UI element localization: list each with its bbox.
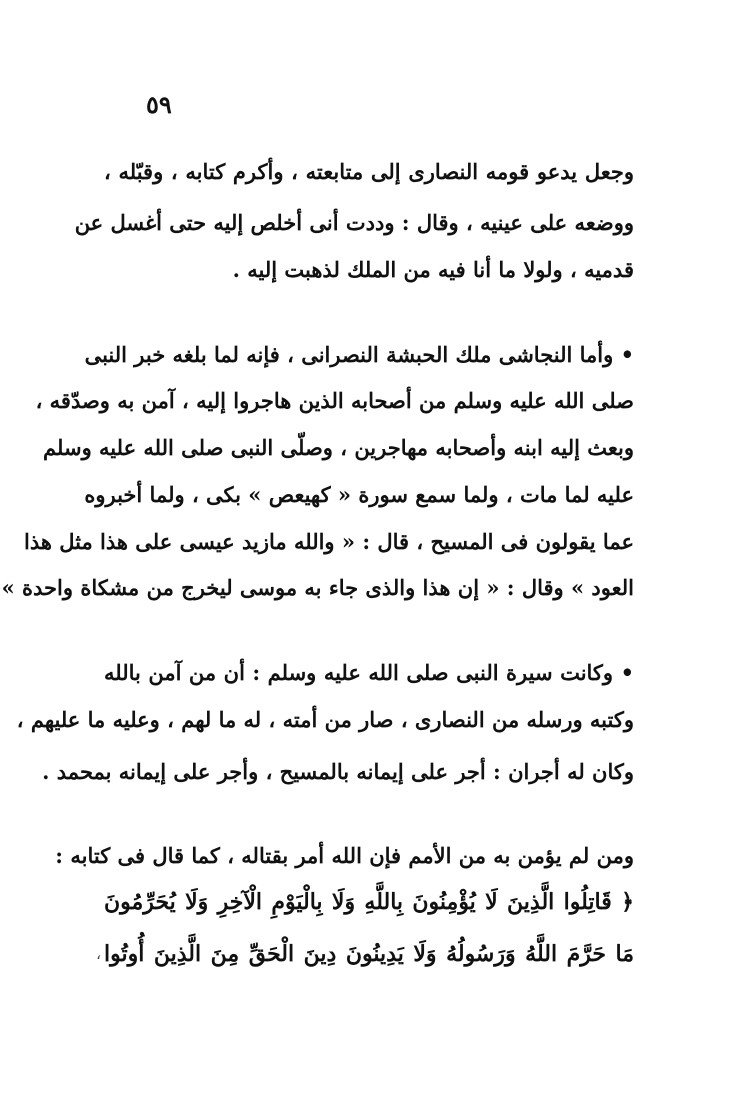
text-line: صلى الله عليه وسلم من أصحابه الذين هاجروا إليه ، آمن به وصدّقه ،	[35, 388, 634, 413]
text-line: وكتبه ورسله من النصارى ، صار من أمته ، له ما لهم ، وعليه ما عليهم ،	[16, 707, 634, 732]
text-line: قدميه ، ولولا ما أنا فيه من الملك لذهبت إليه .	[232, 257, 634, 282]
scan-mark: ‘	[96, 952, 102, 971]
text-line: ومن لم يؤمن به من الأمم فإن الله أمر بقتاله ، كما قال فى كتابه :	[55, 843, 634, 868]
quran-verse-line: ﴿ قَاتِلُوا الَّذِينَ لَا يُؤْمِنُونَ بِاللَّهِ وَلَا بِالْيَوْمِ الْآخِرِ وَلَا يُحَرِّمُونَ	[104, 889, 634, 915]
text-line: وكان له أجران : أجر على إيمانه بالمسيح ، وأجر على إيمانه بمحمد .	[42, 759, 634, 784]
text-line: • وكانت سيرة النبى صلى الله عليه وسلم : أن من آمن بالله	[104, 660, 634, 685]
page-number: ٥٩	[146, 90, 172, 119]
text-line: ووضعه على عينيه ، وقال : وددت أنى أخلص إليه حتى أغسل عن	[74, 210, 634, 235]
text-line: العود » وقال : « إن هذا والذى جاء به موسى ليخرج من مشكاة واحدة »	[1, 575, 634, 600]
text-line: وجعل يدعو قومه النصارى إلى متابعته ، وأكرم كتابه ، وقبّله ،	[104, 159, 634, 184]
text-line: وبعث إليه ابنه وأصحابه مهاجرين ، وصلّى النبى صلى الله عليه وسلم	[43, 435, 634, 460]
quran-verse-line: مَا حَرَّمَ اللَّهُ وَرَسُولُهُ وَلَا يَدِينُونَ دِينَ الْحَقِّ مِنَ الَّذِينَ أُوتُوا	[104, 941, 634, 967]
text-line: • وأما النجاشى ملك الحبشة النصرانى ، فإنه لما بلغه خبر النبى	[84, 342, 634, 367]
text-line: عليه لما مات ، ولما سمع سورة « كهيعص » بكى ، ولما أخبروه	[84, 482, 634, 507]
text-line: عما يقولون فى المسيح ، قال : « والله مازيد عيسى على هذا مثل هذا	[24, 529, 634, 554]
